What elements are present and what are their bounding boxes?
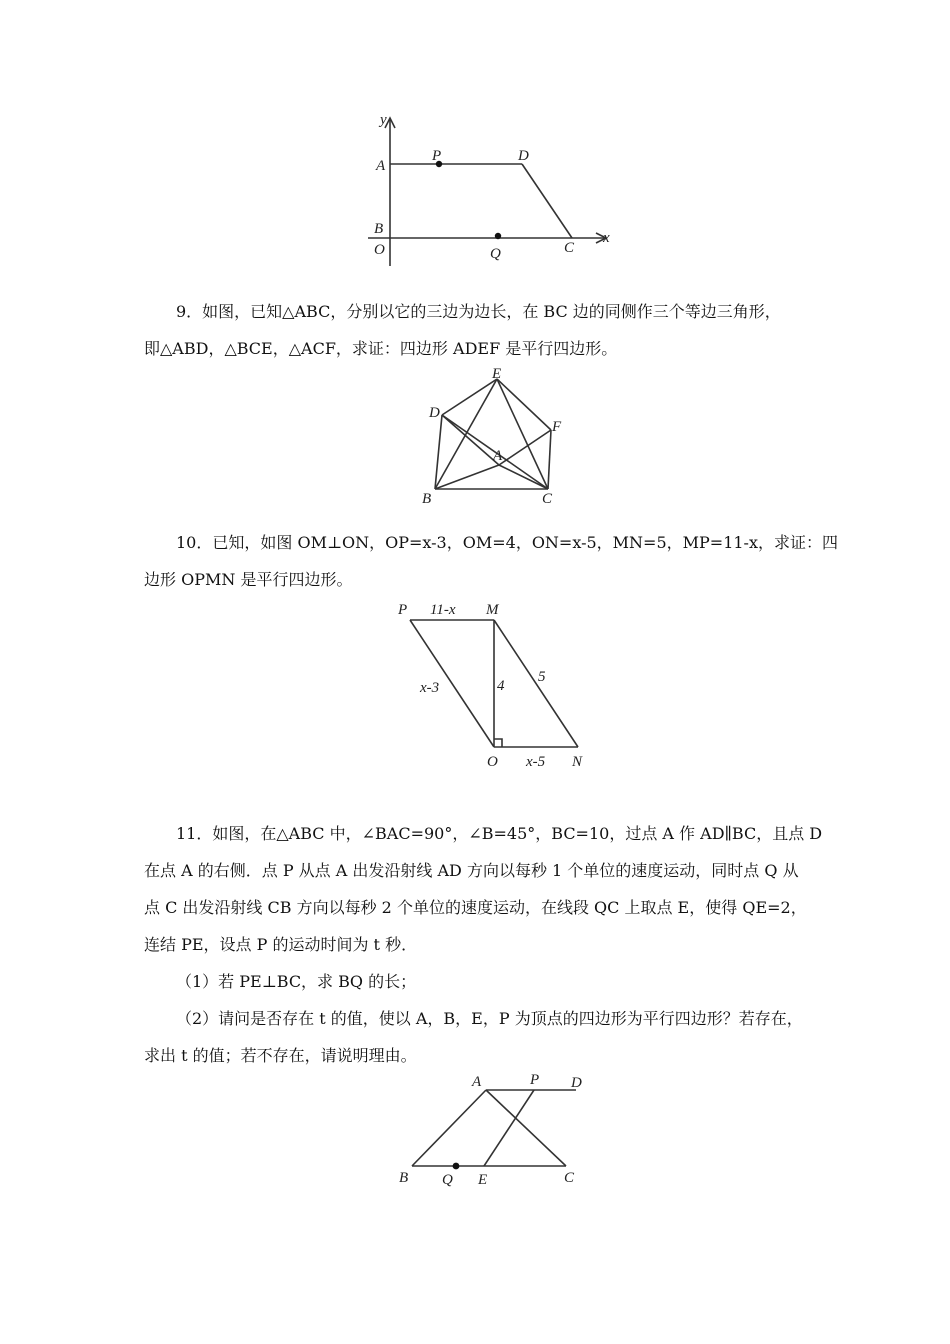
label-D: D <box>571 1075 582 1091</box>
label-D: D <box>429 405 440 421</box>
label-B: B <box>399 1170 409 1186</box>
label-O: O <box>374 242 385 258</box>
problem-10-line-1: 10．已知，如图 OM⊥ON，OP=x-3，OM=4，ON=x-5，MN=5，MP=11-x，求证：四 <box>176 533 838 552</box>
segment-EC <box>497 379 548 489</box>
label-y: y <box>380 112 387 128</box>
problem-11-line-1: 11．如图，在△ABC 中，∠BAC=90°，∠B=45°，BC=10，过点 A 作 AD∥BC，且点 D <box>176 824 823 843</box>
problem-9-line-1: 9．如图，已知△ABC，分别以它的三边为边长，在 BC 边的同侧作三个等边三角形， <box>176 302 781 321</box>
label-PM-length: 11-x <box>430 602 456 618</box>
label-MN-length: 5 <box>538 669 546 685</box>
segment-EF <box>497 379 551 430</box>
label-OP-length: x-3 <box>420 680 440 696</box>
label-N: N <box>572 754 583 770</box>
label-D: D <box>518 148 529 164</box>
label-A: A <box>376 158 386 174</box>
point-Q <box>495 233 501 239</box>
figure-problem-10 <box>390 595 600 775</box>
problem-11-sub-2-line-2: 求出 t 的值；若不存在，请说明理由。 <box>144 1046 417 1065</box>
label-P: P <box>530 1072 540 1088</box>
segment-DE <box>442 379 497 415</box>
problem-11-sub-2-line-1: （2）请问是否存在 t 的值，使以 A，B，E，P 为顶点的四边形为平行四边形？若存在， <box>176 1009 803 1028</box>
label-E: E <box>478 1172 488 1188</box>
figure-problem-11 <box>390 1068 620 1198</box>
segment-MN <box>494 620 578 747</box>
problem-9-line-2: 即△ABD，△BCE，△ACF，求证：四边形 ADEF 是平行四边形。 <box>144 339 618 358</box>
segment-DC <box>522 164 572 238</box>
problem-10-line-2: 边形 OPMN 是平行四边形。 <box>144 570 353 589</box>
label-C: C <box>564 240 575 256</box>
label-M: M <box>486 602 499 618</box>
figure-coordinate-trapezoid <box>360 108 630 273</box>
label-ON-length: x-5 <box>526 754 546 770</box>
problem-11-sub-1: （1）若 PE⊥BC，求 BQ 的长； <box>176 972 417 991</box>
label-Q: Q <box>490 246 501 262</box>
label-OM-length: 4 <box>497 678 505 694</box>
segment-BA <box>412 1090 486 1166</box>
segment-BA <box>435 465 499 489</box>
problem-11-line-2: 在点 A 的右侧．点 P 从点 A 出发沿射线 AD 方向以每秒 1 个单位的速度运动，同时点 Q 从 <box>144 861 799 880</box>
figure-problem-9 <box>415 365 575 510</box>
label-O: O <box>487 754 498 770</box>
problem-11-line-4: 连结 PE，设点 P 的运动时间为 t 秒． <box>144 935 418 954</box>
label-C: C <box>564 1170 575 1186</box>
label-E: E <box>492 366 502 382</box>
label-Q: Q <box>442 1172 453 1188</box>
label-A: A <box>493 448 503 464</box>
label-P: P <box>432 148 442 164</box>
label-P: P <box>398 602 408 618</box>
right-angle-mark <box>494 739 502 747</box>
label-B: B <box>374 221 384 237</box>
label-F: F <box>552 419 562 435</box>
label-B: B <box>422 491 432 507</box>
label-C: C <box>542 491 553 507</box>
label-x: x <box>603 230 610 246</box>
label-A: A <box>472 1074 482 1090</box>
problem-9-text <box>144 293 781 367</box>
problem-11-line-3: 点 C 出发沿射线 CB 方向以每秒 2 个单位的速度运动，在线段 QC 上取点 E，使得 QE=2， <box>144 898 807 917</box>
segment-BE <box>435 379 497 489</box>
problem-11-text <box>144 815 822 1074</box>
segment-FC <box>548 430 551 489</box>
segment-DA <box>442 415 499 465</box>
problem-10-text <box>144 524 838 598</box>
segment-AC <box>499 465 548 489</box>
point-Q <box>453 1163 460 1170</box>
